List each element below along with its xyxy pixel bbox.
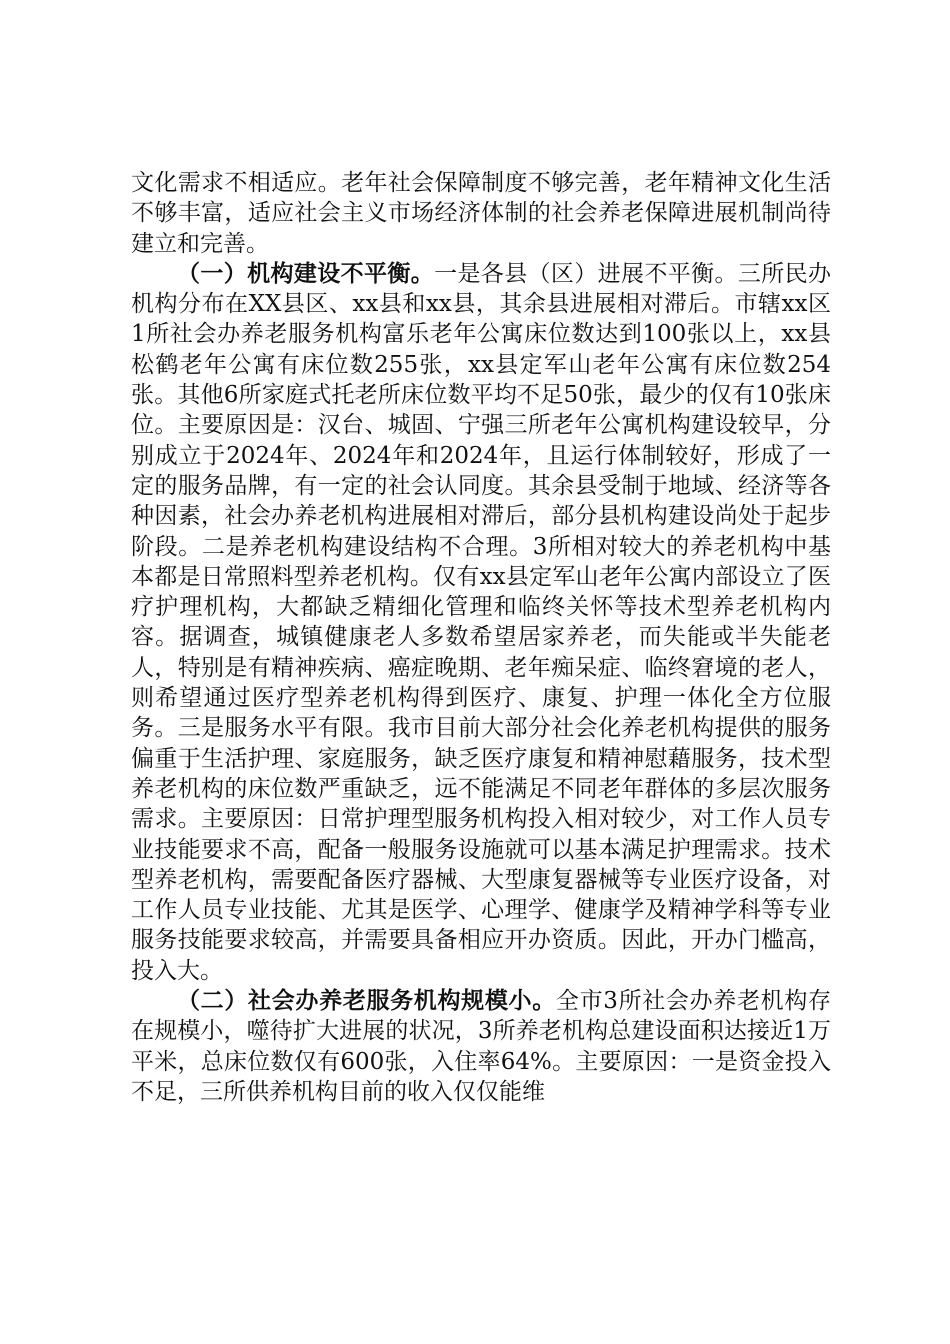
- paragraph-text: 一是各县（区）进展不平衡。三所民办机构分布在XX县区、xx县和xx县，其余县进展相对滞后。市辖xx区1所社会办养老服务机构富乐老年公寓床位数达到100张以上，xx县松鹤老年公寓有床位数255张，xx县定军山老年公寓有床位数254张。其他6所家庭式托老所床位数平均不足50张，最少的仅有10张床位。主要原因是：汉台、城固、宁强三所老年公寓机构建设较早，分别成立于2024年、2024年和2024年，且运行体制较好，形成了一定的服务品牌，有一定的社会认同度。其余县受制于地域、经济等各种因素，社会办养老机构进展相对滞后，部分县机构建设尚处于起步阶段。二是养老机构建设结构不合理。3所相对较大的养老机构中基本都是日常照料型养老机构。仅有xx县定军山老年公寓内部设立了医疗护理机构，大都缺乏精细化管理和临终关怀等技术型养老机构内容。据调查，城镇健康老人多数希望居家养老，而失能或半失能老人，特别是有精神疾病、癌症晚期、老年痴呆症、临终窘境的老人，则希望通过医疗型养老机构得到医疗、康复、护理一体化全方位服务。三是服务水平有限。我市目前大部分社会化养老机构提供的服务偏重于生活护理、家庭服务，缺乏医疗康复和精神慰藉服务，技术型养老机构的床位数严重缺乏，远不能满足不同老年群体的多层次服务需求。主要原因：日常护理型服务机构投入相对较少，对工作人员专业技能要求不高，配备一般服务设施就可以基本满足护理需求。技术型养老机构，需要配备医疗器械、大型康复器械等专业医疗设备，对工作人员专业技能、尤其是医学、心理学、健康学及精神学科等专业服务技能要求较高，并需要具备相应开办资质。因此，开办门槛高，投入大。: [131, 260, 832, 984]
- paragraph-section-2: [131, 986, 831, 1107]
- paragraph-section-1: [131, 259, 831, 986]
- paragraph-continuation: [131, 168, 831, 259]
- document-body: [131, 168, 831, 1107]
- paragraph-text: 全市3所社会办养老机构存在规模小，噬待扩大进展的状况，3所养老机构总建设面积达接近1万平米，总床位数仅有600张，入住率64%。主要原因：一是资金投入不足，三所供养机构目前的收入仅仅能维: [131, 988, 832, 1105]
- paragraph-text: 文化需求不相适应。老年社会保障制度不够完善，老年精神文化生活不够丰富，适应社会主义市场经济体制的社会养老保障进展机制尚待建立和完善。: [131, 170, 831, 257]
- section-heading-1: （一）机构建设不平衡。: [177, 260, 435, 287]
- section-heading-2: （二）社会办养老服务机构规模小。: [177, 988, 556, 1015]
